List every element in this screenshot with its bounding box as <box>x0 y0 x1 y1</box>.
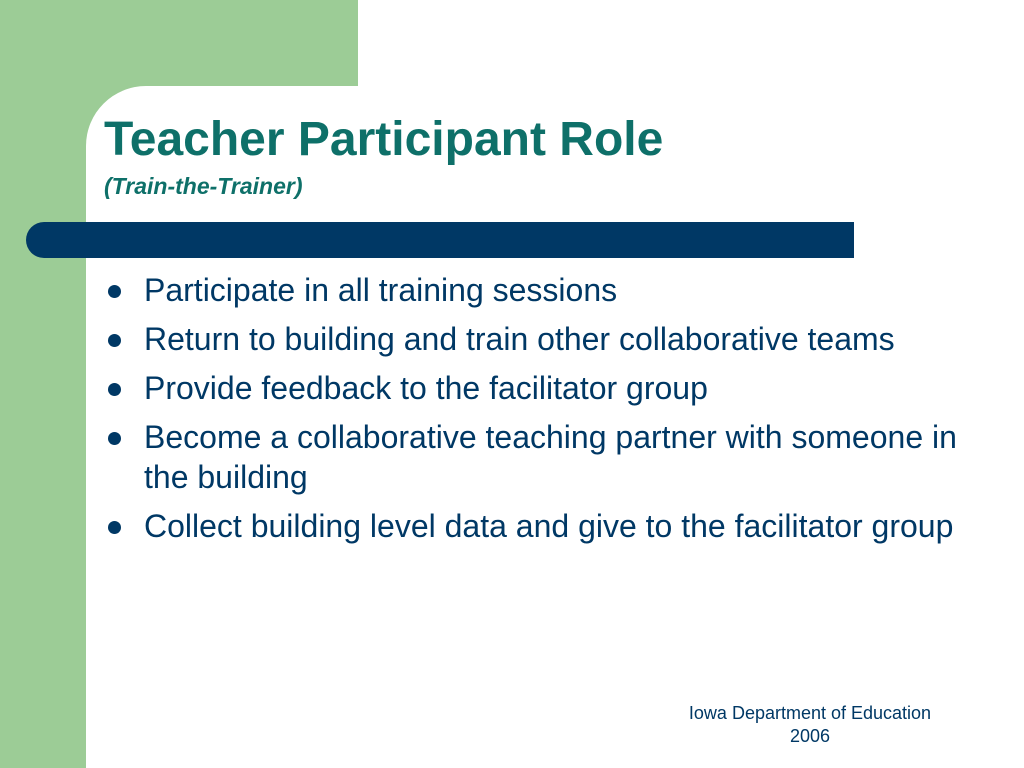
bullet-dot-icon <box>108 334 121 347</box>
footer-organization: Iowa Department of Education <box>688 703 932 723</box>
slide-title: Teacher Participant Role <box>104 113 664 166</box>
bullet-item <box>104 417 984 497</box>
bullet-item <box>104 506 984 546</box>
bullet-item <box>104 319 984 359</box>
bullet-dot-icon <box>108 432 121 445</box>
title-divider-bar <box>26 222 854 258</box>
bullet-text: Become a collaborative teaching partner with someone in the building <box>144 419 957 495</box>
slide-footer <box>660 702 960 748</box>
bullet-text: Provide feedback to the facilitator group <box>144 370 708 406</box>
bullet-text: Return to building and train other collaborative teams <box>144 321 895 357</box>
bullet-dot-icon <box>108 521 121 534</box>
bullet-dot-icon <box>108 383 121 396</box>
top-white-area <box>358 0 1024 86</box>
bullet-item <box>104 368 984 408</box>
bullet-dot-icon <box>108 285 121 298</box>
footer-year: 2006 <box>789 726 831 746</box>
bullet-list <box>104 270 984 555</box>
slide-subtitle: (Train-the-Trainer) <box>104 173 303 199</box>
bullet-text: Collect building level data and give to the facilitator group <box>144 508 954 544</box>
bullet-item <box>104 270 984 310</box>
bullet-text: Participate in all training sessions <box>144 272 618 308</box>
